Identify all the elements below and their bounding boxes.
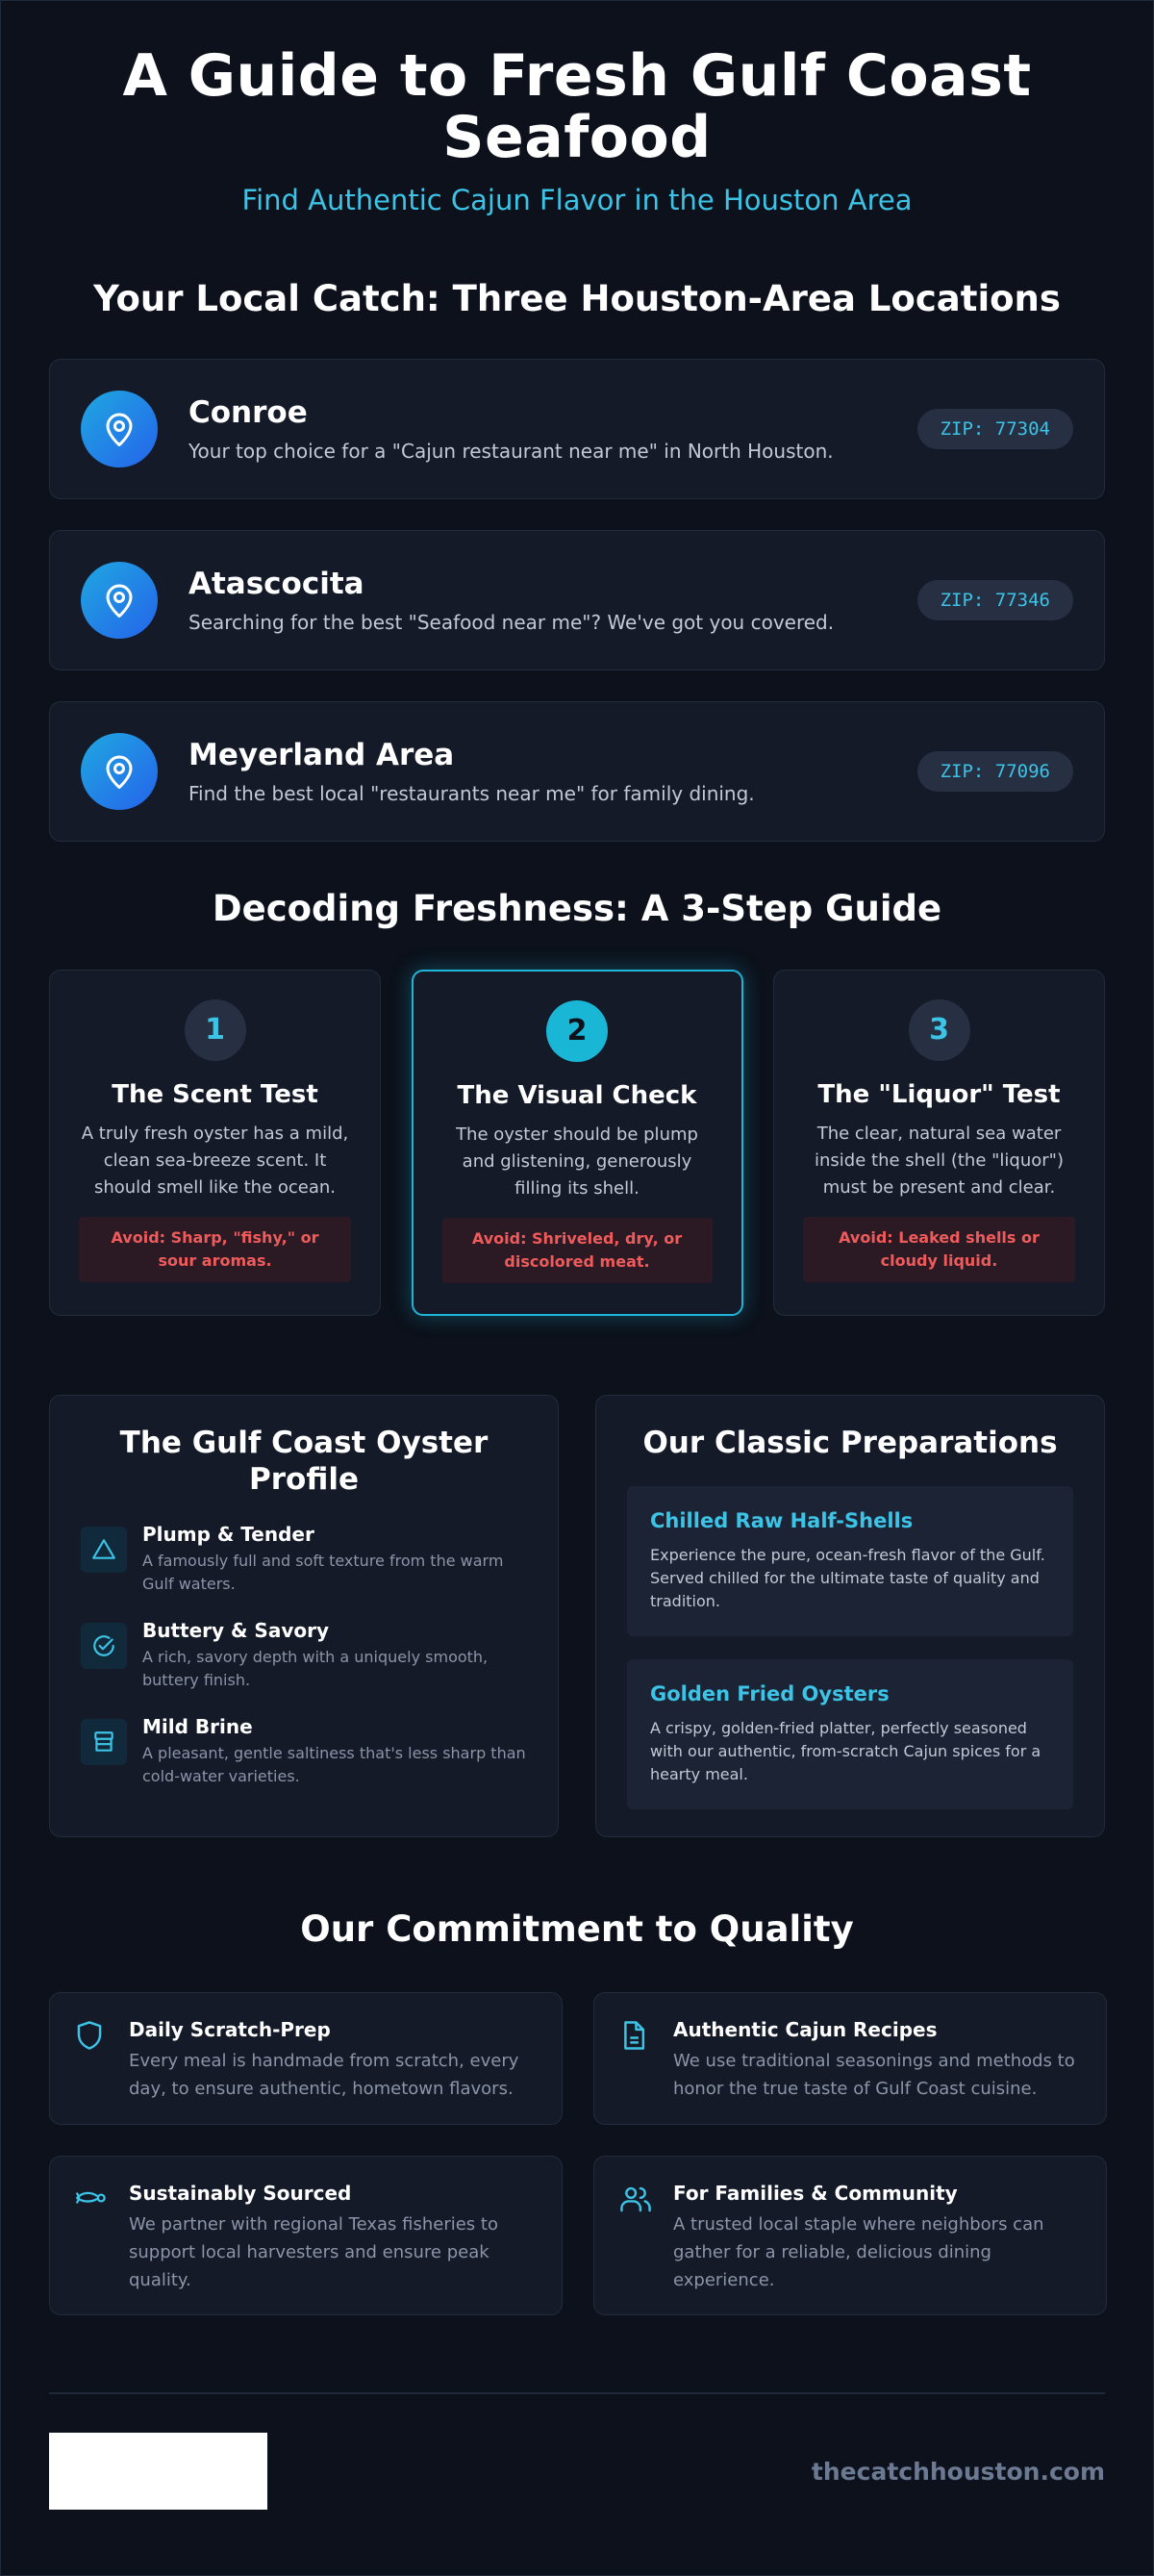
preparation-name: Chilled Raw Half-Shells: [650, 1509, 914, 1532]
map-pin-icon: [81, 562, 158, 639]
location-description: Your top choice for a "Cajun restaurant near me" in North Houston.: [188, 440, 834, 463]
location-name: Atascocita: [188, 567, 364, 601]
location-card-conroe[interactable]: [49, 359, 1105, 499]
check-circle-icon: [81, 1623, 127, 1669]
step-avoid-warning: Avoid: Leaked shells or cloudy liquid.: [803, 1217, 1075, 1282]
commitment-name: For Families & Community: [673, 2182, 958, 2205]
preparation-card[interactable]: [627, 1486, 1073, 1636]
profile-item-description: A pleasant, gentle saltiness that's less sharp than cold-water varieties.: [142, 1744, 526, 1785]
preparation-description: Experience the pure, ocean-fresh flavor of the Gulf. Served chilled for the ultimate taste of quality and tradition.: [650, 1546, 1045, 1610]
commitment-name: Sustainably Sourced: [129, 2182, 352, 2205]
step-name: The "Liquor" Test: [817, 1080, 1061, 1109]
commitment-name: Daily Scratch-Prep: [129, 2018, 331, 2041]
step-number: 3: [909, 999, 970, 1061]
footer-divider: [49, 2392, 1105, 2394]
location-card-meyerland[interactable]: [49, 701, 1105, 842]
profile-item: [81, 1523, 527, 1596]
preparations-list: [627, 1486, 1073, 1809]
step-number: 1: [185, 999, 246, 1061]
profile-list: [81, 1523, 527, 1788]
document-icon: [619, 2018, 652, 2099]
step-description: A truly fresh oyster has a mild, clean sea-breeze scent. It should smell like the ocean.: [81, 1124, 349, 1198]
location-card-atascocita[interactable]: [49, 530, 1105, 670]
profile-item-description: A famously full and soft texture from the warm Gulf waters.: [142, 1552, 504, 1593]
page-title: A Guide to Fresh Gulf Coast Seafood: [122, 42, 1032, 171]
step-card-liquor[interactable]: [773, 970, 1105, 1316]
commitment-description: We partner with regional Texas fisheries to support local harvesters and ensure peak quality.: [129, 2214, 498, 2290]
step-name: The Visual Check: [457, 1081, 697, 1110]
location-description: Searching for the best "Seafood near me"? We've got you covered.: [188, 611, 835, 634]
page-subtitle: Find Authentic Cajun Flavor in the Houston Area: [241, 184, 913, 216]
commitment-card: [49, 2156, 563, 2315]
preparation-name: Golden Fried Oysters: [650, 1682, 890, 1705]
commitment-description: Every meal is handmade from scratch, every day, to ensure authentic, hometown flavors.: [129, 2051, 519, 2099]
location-name: Conroe: [188, 395, 308, 430]
commitment-description: We use traditional seasonings and methods to honor the true taste of Gulf Coast cuisine.: [673, 2051, 1075, 2099]
profile-preparations-row: [49, 1395, 1105, 1837]
steps-section-title: Decoding Freshness: A 3-Step Guide: [212, 888, 942, 929]
commitment-grid: [49, 1992, 1105, 2315]
profile-item-description: A rich, savory depth with a uniquely smooth, buttery finish.: [142, 1648, 489, 1689]
commitment-card: [593, 1992, 1107, 2125]
locations-section-title: Your Local Catch: Three Houston-Area Locations: [93, 278, 1061, 319]
map-pin-icon: [81, 391, 158, 467]
steps-list: [49, 970, 1105, 1316]
footer-website-link[interactable]: thecatchhouston.com: [811, 2457, 1105, 2486]
zip-badge: ZIP: 77096: [917, 751, 1073, 792]
commitment-card: [593, 2156, 1107, 2315]
step-description: The oyster should be plump and glistening, generously filling its shell.: [456, 1124, 698, 1199]
map-pin-icon: [81, 733, 158, 810]
zip-badge: ZIP: 77346: [917, 580, 1073, 620]
commitment-card: [49, 1992, 563, 2125]
profile-item-name: Buttery & Savory: [142, 1619, 330, 1642]
location-name: Meyerland Area: [188, 738, 455, 772]
fish-icon: [75, 2182, 108, 2289]
preparation-card[interactable]: [627, 1659, 1073, 1809]
step-number: 2: [546, 1000, 608, 1062]
shield-icon: [75, 2018, 108, 2099]
profile-panel-title: The Gulf Coast Oyster Profile: [119, 1426, 489, 1497]
step-avoid-warning: Avoid: Sharp, "fishy," or sour aromas.: [79, 1217, 351, 1282]
layers-box-icon: [81, 1719, 127, 1765]
step-card-visual[interactable]: [412, 970, 743, 1316]
footer: [49, 2433, 1105, 2510]
profile-item-name: Plump & Tender: [142, 1523, 314, 1546]
location-description: Find the best local "restaurants near me" for family dining.: [188, 782, 755, 805]
step-avoid-warning: Avoid: Shriveled, dry, or discolored meat.: [442, 1218, 713, 1283]
step-card-scent[interactable]: [49, 970, 381, 1316]
profile-item: [81, 1619, 527, 1692]
commitment-section-title: Our Commitment to Quality: [300, 1908, 854, 1950]
triangle-icon: [81, 1527, 127, 1573]
preparations-panel-title: Our Classic Preparations: [642, 1426, 1058, 1460]
oyster-profile-panel: [49, 1395, 559, 1837]
locations-list: [49, 359, 1105, 842]
profile-item: [81, 1715, 527, 1788]
users-icon: [619, 2182, 652, 2289]
commitment-description: A trusted local staple where neighbors can gather for a reliable, delicious dining experience.: [673, 2214, 1044, 2290]
preparation-description: A crispy, golden-fried platter, perfectly seasoned with our authentic, from-scratch Cajun spices for a hearty meal.: [650, 1719, 1041, 1783]
commitment-name: Authentic Cajun Recipes: [673, 2018, 938, 2041]
footer-logo: [49, 2433, 267, 2510]
profile-item-name: Mild Brine: [142, 1715, 253, 1738]
step-description: The clear, natural sea water inside the shell (the "liquor") must be present and clear.: [815, 1124, 1064, 1198]
zip-badge: ZIP: 77304: [917, 409, 1073, 449]
step-name: The Scent Test: [112, 1080, 318, 1109]
preparations-panel: [595, 1395, 1105, 1837]
